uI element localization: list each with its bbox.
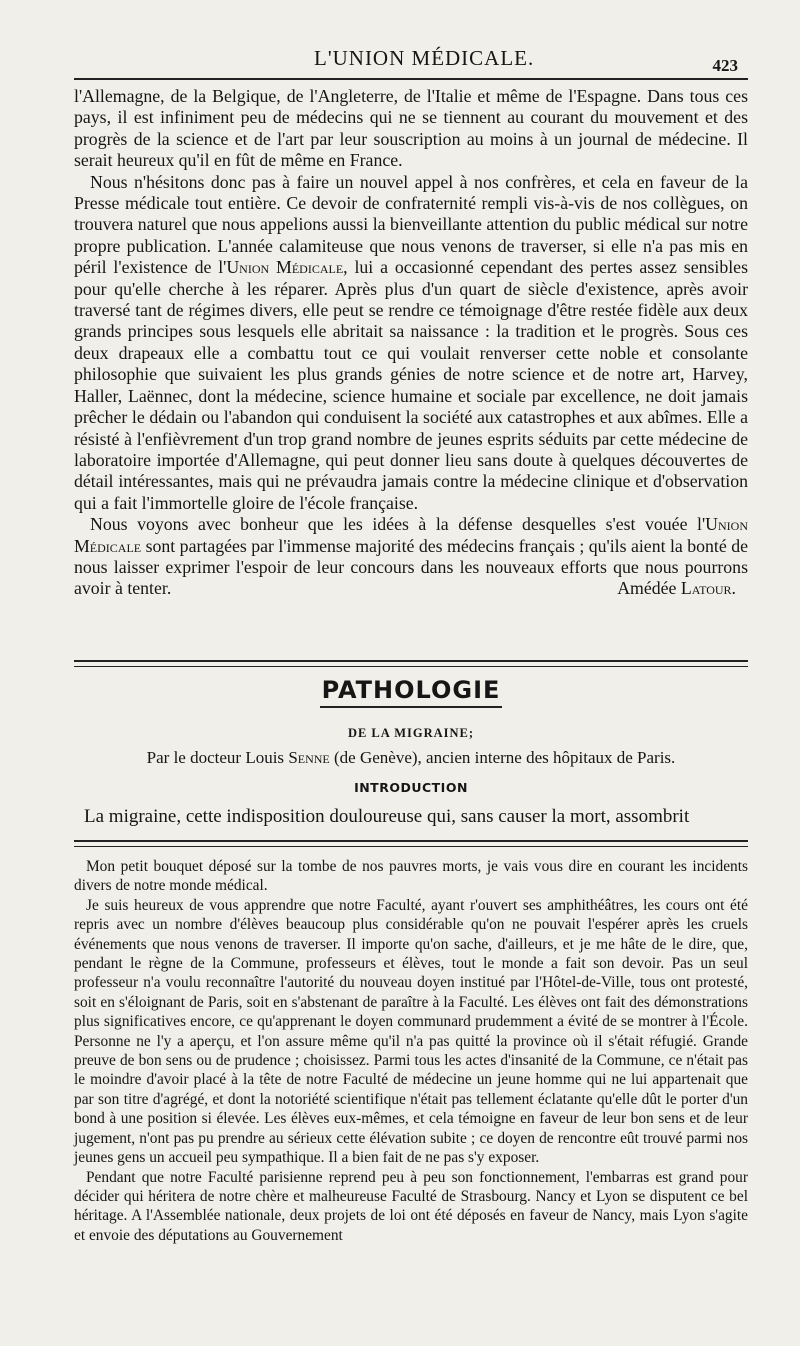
top-paragraph-1: l'Allemagne, de la Belgique, de l'Angleterre, de l'Italie et même de l'Espagne. Dans tous ces pays, il est infiniment peu de médecins qui ne se tiennent au courant du mouvement et des progrès de la science et de l'art par leur souscription au moins à un journal de médecine. Il serait heureux qu'il en fût de même en France. [74, 86, 748, 171]
top-paragraph-3: Nous voyons avec bonheur que les idées à la défense desquelles s'est vouée l'Union Médicale sont partagées par l'immense majorité des médecins français ; qu'ils aient la bonté de nous laisser exprimer l'espoir de leur concours dans les nouveaux efforts que nous pourrons avoir à tenter. Amédée Latour. [74, 514, 748, 599]
article-first-line: La migraine, cette indisposition douloureuse qui, sans causer la mort, assombrit [84, 806, 690, 827]
header-rule [74, 78, 748, 80]
top-article [74, 86, 748, 600]
running-title: L'UNION MÉDICALE. [314, 46, 535, 70]
bottom-paragraph-2: Je suis heureux de vous apprendre que notre Faculté, ayant r'ouvert ses amphithéâtres, les cours ont été repris avec un nombre d'élèves beaucoup plus considérable qu'on ne pouvait l'espérer après les cruels événements que nous venons de traverser. Il importe qu'on sache, d'ailleurs, et je me hâte de le dire, que, pendant le règne de la Commune, professeurs et élèves, tout le monde a fait son devoir. Pas un seul professeur n'a voulu reconnaître l'autorité du nouveau doyen institué par l'Hôtel-de-Ville, tous ont protesté, soit en s'éloignant de Paris, soit en s'abstenant de paraître à la Faculté. Les élèves ont fait des démonstrations plus significatives encore, ce qu'apprenant le doyen communard prudemment a évité de se montrer à l'École. Personne ne l'y a aperçu, et l'on assure même qu'il n'a pas quitté la province où il s'était réfugié. Grande preuve de bon sens ou de prudence ; choisissez. Parmi tous les actes d'insanité de la Commune, ce n'était pas le moindre d'avoir placé à la tête de notre Faculté de médecine un jeune homme qui ne lui appartenait que par son titre d'agrégé, et dont la notoriété scientifique n'était pas tellement éclatante qu'elle dût le porter d'un bond à une position si élevée. Les élèves eux-mêmes, et cela témoigne en faveur de leur bon sens et de leur jugement, n'ont pas pu prendre au sérieux cette élévation subite ; ce doyen de rencontre eût trouvé parmi nos jeunes gens un accueil peu sympathique. Il a bien fait de ne pas s'y exposer. [74, 896, 748, 1167]
section-heading: PATHOLOGIE [74, 676, 748, 708]
page-number: 423 [712, 56, 738, 75]
bottom-paragraph-1: Mon petit bouquet déposé sur la tombe de nos pauvres morts, je vais vous dire en courant les incidents divers de notre monde médical. [74, 858, 748, 895]
bottom-paragraph-3: Pendant que notre Faculté parisienne reprend peu à peu son fonctionnement, l'embarras est grand pour décider qui héritera de notre chère et malheureuse Faculté de Strasbourg. Nancy et Lyon se disputent ce bel héritage. A l'Assemblée nationale, deux projets de loi ont été déposés en faveur de Nancy, mais Lyon s'agite et envoie des députations au Gouvernement [74, 1168, 748, 1244]
top-paragraph-2: Nous n'hésitons donc pas à faire un nouvel appel à nos confrères, et cela en faveur de la Presse médicale tout entière. Ce devoir de confraternité rempli vis-à-vis de nos collègues, on trouvera naturel que nous appelions aussi la bienveillante attention du public médical sur notre propre publication. L'année calamiteuse que nous venons de traverser, si elle n'a pas mis en péril l'existence de l'Union Médicale, lui a occasionné cependant des pertes assez sensibles pour qu'elle cherche à les réparer. Après plus d'un quart de siècle d'existence, après avoir traversé tant de régimes divers, elle peut se rendre ce témoignage d'être restée fidèle aux deux grands principes sous lesquels elle abritait sa naissance : la tradition et le progrès. Sous ces deux drapeaux elle a combattu tout ce qui voulait renverser cette noble et consolante philosophie que suivaient les plus grands génies de notre science et de notre art, Harvey, Haller, Laënnec, dont la médecine, science humaine et sociale par excellence, ne doit jamais prêcher le dédain ou l'abandon qui conduisent la société aux catastrophes et aux abîmes. Elle a résisté à l'enfièvrement d'un trop grand nombre de jeunes esprits séduits par cette médecine de laboratoire importée d'Allemagne, qui peut donner lieu sans doute à quelques découvertes de détail intéressantes, mais qui ne prévaudra jamais contre la médecine clinique et d'observation qui a fait l'immortelle gloire de l'école française. [74, 171, 748, 513]
introduction-heading: INTRODUCTION [354, 780, 468, 795]
journal-name: Union Médicale [74, 514, 748, 556]
article-title: DE LA MIGRAINE; [347, 726, 475, 740]
author-signature: Amédée Latour. [617, 578, 736, 599]
article-byline: Par le docteur Louis Senne (de Genève), ancien interne des hôpitaux de Paris. [146, 748, 676, 767]
page-header [74, 40, 748, 80]
journal-name: Union Médicale [226, 257, 344, 278]
bottom-article [74, 857, 748, 1245]
section-divider [74, 660, 748, 667]
feuilleton-divider [74, 840, 748, 847]
